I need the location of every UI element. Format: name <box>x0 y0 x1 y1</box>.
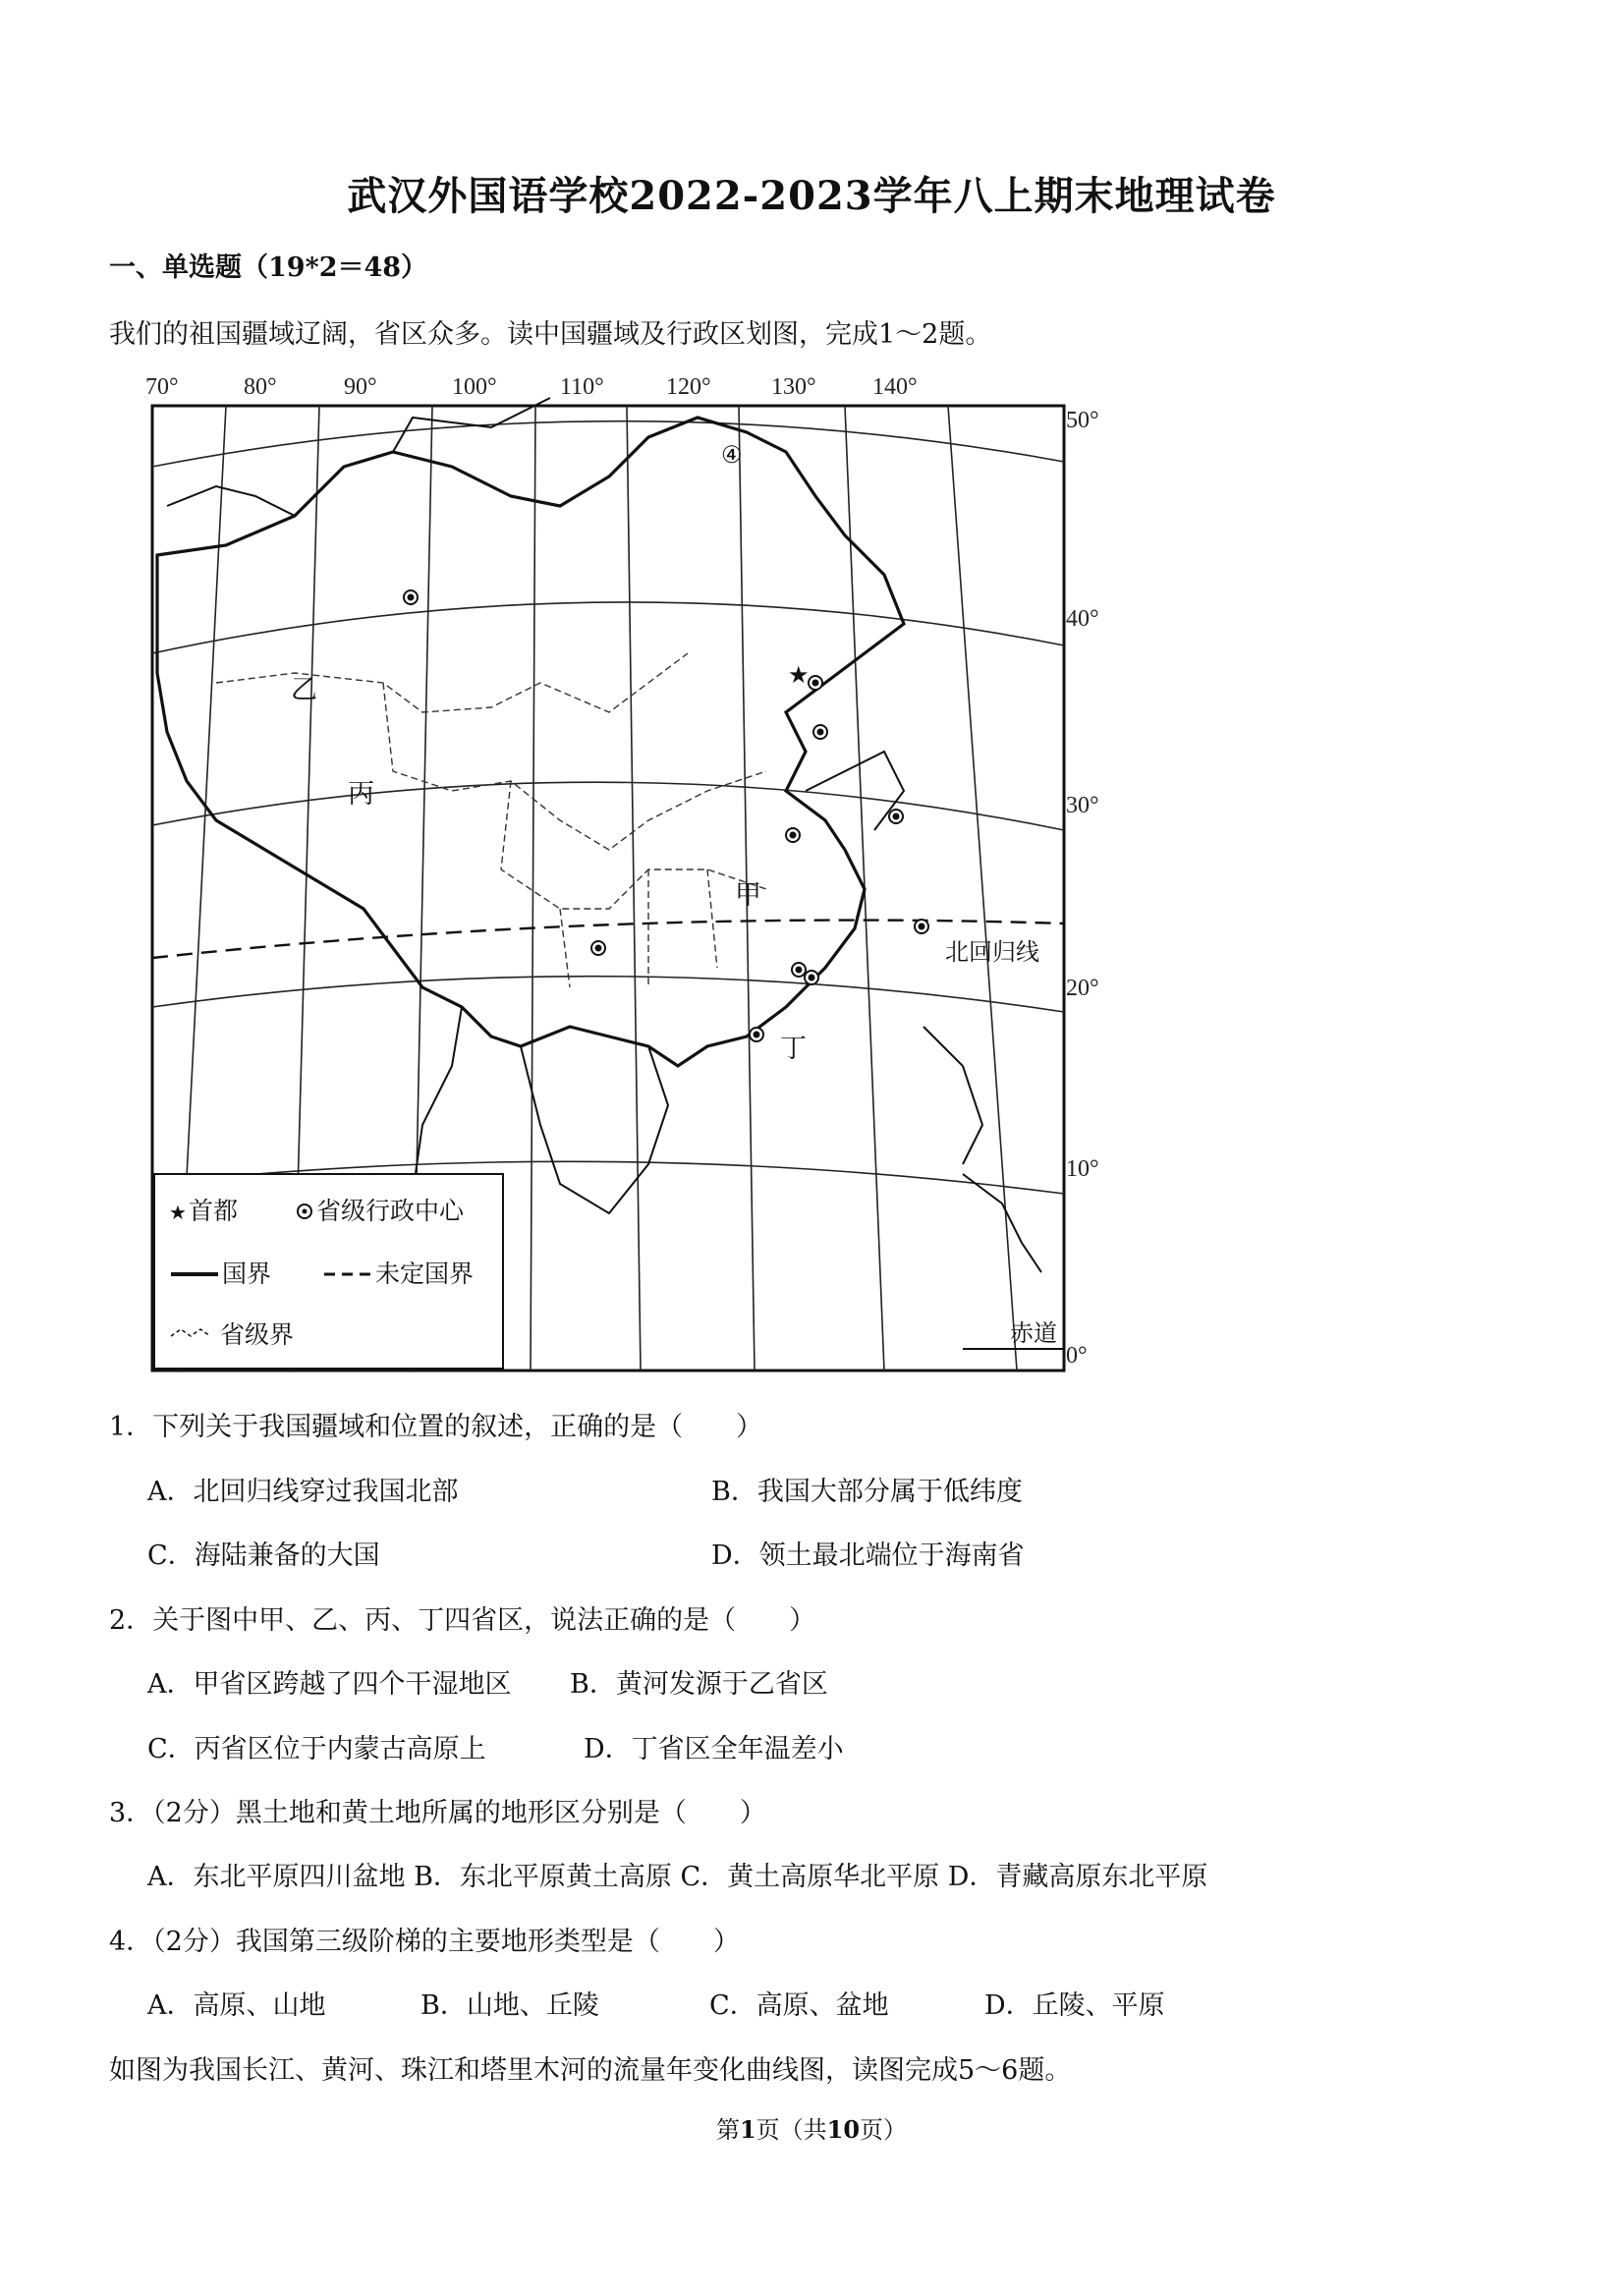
capital-star-icon: ★ <box>788 661 810 689</box>
legend-national-border: 国界 <box>222 1260 272 1288</box>
q1-option-d[interactable]: D．领土最北端位于海南省 <box>711 1540 1025 1571</box>
q1-option-c[interactable]: C．海陆兼备的大国 <box>147 1540 380 1571</box>
lon-label: 100° <box>452 374 497 400</box>
q1-stem: 1．下列关于我国疆域和位置的叙述，正确的是（ ） <box>109 1412 763 1442</box>
china-territory-map <box>98 359 1120 1380</box>
q3-options[interactable]: A．东北平原四川盆地 B．东北平原黄土高原 C．黄土高原华北平原 D．青藏高原东北平原 <box>147 1862 1208 1892</box>
lat-label: 20° <box>1066 976 1099 1001</box>
q1-option-a[interactable]: A．北回归线穿过我国北部 <box>147 1477 459 1507</box>
q2-option-c[interactable]: C．丙省区位于内蒙古高原上 <box>147 1734 486 1764</box>
legend-provincial-border: 省级界 <box>220 1321 295 1349</box>
province-bing-label: 丙 <box>348 779 374 809</box>
lon-label: 110° <box>560 374 604 400</box>
lat-label: 50° <box>1066 408 1099 433</box>
lat-label: 30° <box>1066 793 1099 818</box>
lat-label: 0° <box>1066 1343 1088 1369</box>
tropic-label: 北回归线 <box>945 939 1039 966</box>
q2-option-b[interactable]: B．黄河发源于乙省区 <box>570 1669 828 1700</box>
legend-undefined-border: 未定国界 <box>375 1260 475 1288</box>
page-footer: 第1页（共10页） <box>715 2115 908 2144</box>
lon-label: 80° <box>244 374 277 400</box>
q4-option-d[interactable]: D．丘陵、平原 <box>984 1990 1165 2021</box>
lon-label: 140° <box>872 374 918 400</box>
intro-text-1: 我们的祖国疆域辽阔，省区众多。读中国疆域及行政区划图，完成1～2题。 <box>109 319 992 350</box>
q4-option-a[interactable]: A．高原、山地 <box>147 1990 326 2021</box>
q4-option-b[interactable]: B．山地、丘陵 <box>420 1990 599 2021</box>
legend-provincial-center: 省级行政中心 <box>316 1198 465 1225</box>
q4-option-c[interactable]: C．高原、盆地 <box>709 1990 889 2021</box>
lon-label: 130° <box>771 374 816 400</box>
q3-stem: 3．（2分）黑土地和黄土地所属的地形区分别是（ ） <box>109 1798 766 1828</box>
intro-text-2: 如图为我国长江、黄河、珠江和塔里木河的流量年变化曲线图，读图完成5～6题。 <box>109 2055 1072 2086</box>
legend-star-icon: ★ <box>169 1203 187 1224</box>
q2-option-a[interactable]: A．甲省区跨越了四个干湿地区 <box>147 1669 512 1700</box>
region-circle-4-label: ④ <box>721 442 743 469</box>
section-heading: 一、单选题（19*2＝48） <box>109 252 428 283</box>
province-yi-label: 乙 <box>291 675 317 704</box>
lat-label: 40° <box>1066 606 1099 632</box>
page-title: 武汉外国语学校2022-2023学年八上期末地理试卷 <box>347 173 1276 219</box>
total-pages: 10 <box>826 2115 861 2144</box>
q1-option-b[interactable]: B．我国大部分属于低纬度 <box>711 1477 1023 1507</box>
q2-stem: 2．关于图中甲、乙、丙、丁四省区，说法正确的是（ ） <box>109 1605 816 1636</box>
lon-label: 70° <box>145 374 179 400</box>
province-jia-label: 甲 <box>735 880 761 910</box>
legend-capital: 首都 <box>189 1198 239 1225</box>
lon-label: 120° <box>666 374 711 400</box>
page-number: 1 <box>739 2115 756 2144</box>
equator-label: 赤道 <box>1010 1320 1057 1347</box>
q2-option-d[interactable]: D．丁省区全年温差小 <box>584 1734 844 1764</box>
lat-label: 10° <box>1066 1156 1099 1182</box>
province-ding-label: 丁 <box>780 1034 807 1063</box>
lon-label: 90° <box>344 374 377 400</box>
q4-stem: 4．（2分）我国第三级阶梯的主要地形类型是（ ） <box>109 1927 740 1957</box>
